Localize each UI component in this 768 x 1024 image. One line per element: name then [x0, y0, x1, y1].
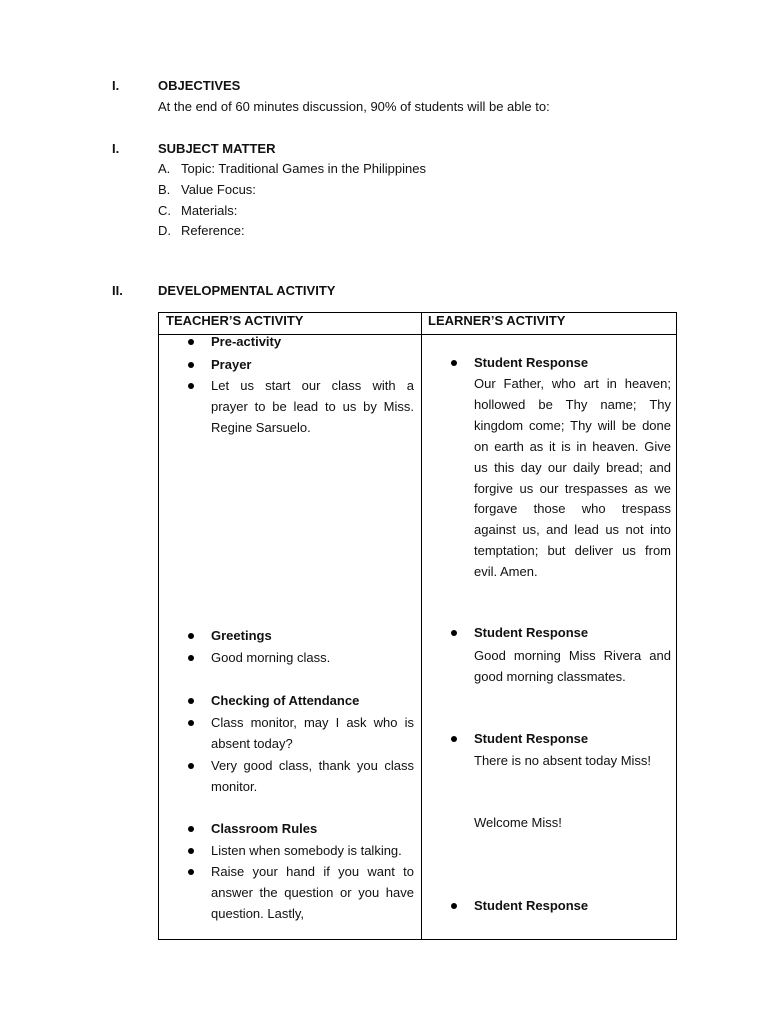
student-prayer-line: forgave those who trespass	[474, 501, 671, 516]
rule-text-line: question. Lastly,	[211, 906, 304, 921]
teacher-prayer-line: prayer to be lead to us by Miss.	[211, 399, 414, 414]
rule-text: Listen when somebody is talking.	[211, 843, 402, 858]
student-prayer-line: kingdom come; Thy will be done	[474, 418, 671, 433]
teacher-greeting-text: Good morning class.	[211, 650, 331, 665]
student-prayer-line: Our Father, who art in heaven;	[474, 376, 671, 391]
bullet-icon	[188, 633, 194, 639]
student-prayer-line: us this day our daily bread; and	[474, 460, 671, 475]
student-greeting-line: Good morning Miss Rivera and	[474, 648, 671, 663]
list-item-text: Value Focus:	[181, 182, 256, 197]
student-prayer-line: hollowed be Thy name; Thy	[474, 397, 671, 412]
objectives-text: At the end of 60 minutes discussion, 90% of students will be able to:	[158, 99, 550, 114]
attendance-question-line: Class monitor, may I ask who is	[211, 715, 414, 730]
section-numeral: II.	[112, 283, 123, 298]
bullet-icon	[188, 826, 194, 832]
student-response-label: Student Response	[474, 355, 589, 370]
attendance-thanks-line: monitor.	[211, 779, 258, 794]
student-greeting-line: good morning classmates.	[474, 669, 626, 684]
student-attendance-answer: There is no absent today Miss!	[474, 753, 652, 768]
teacher-prayer-line: Let us start our class with a	[211, 378, 414, 393]
student-response-label: Student Response	[474, 625, 589, 640]
bullet-icon	[188, 655, 194, 661]
bullet-icon	[451, 360, 457, 366]
bullet-icon	[188, 362, 194, 368]
student-prayer-line: forgive us our trespasses as we	[474, 481, 671, 496]
student-prayer-line: on earth as it is in heaven. Give	[474, 439, 671, 454]
objectives-heading: OBJECTIVES	[158, 78, 241, 93]
list-item-letter: A.	[158, 161, 171, 176]
student-prayer-line: against us, and lead us not into	[474, 522, 671, 537]
rule-text-line: answer the question or you have	[211, 885, 414, 900]
list-item-text: Materials:	[181, 203, 238, 218]
pre-activity-label: Pre-activity	[211, 334, 282, 349]
attendance-question-line: absent today?	[211, 736, 293, 751]
list-item-letter: B.	[158, 182, 171, 197]
bullet-icon	[188, 763, 194, 769]
rule-text-line: Raise your hand if you want to	[211, 864, 414, 879]
developmental-activity-heading: DEVELOPMENTAL ACTIVITY	[158, 283, 336, 298]
bullet-icon	[451, 630, 457, 636]
student-response-label: Student Response	[474, 898, 589, 913]
learner-column-header: LEARNER’S ACTIVITY	[428, 313, 566, 328]
teacher-column-header: TEACHER’S ACTIVITY	[166, 313, 304, 328]
student-welcome-text: Welcome Miss!	[474, 815, 562, 830]
list-item-text: Reference:	[181, 223, 245, 238]
attendance-thanks-line: Very good class, thank you class	[211, 758, 414, 773]
bullet-icon	[188, 698, 194, 704]
attendance-label: Checking of Attendance	[211, 693, 360, 708]
column-divider	[421, 313, 422, 939]
bullet-icon	[188, 339, 194, 345]
bullet-icon	[188, 720, 194, 726]
bullet-icon	[188, 383, 194, 389]
classroom-rules-label: Classroom Rules	[211, 821, 318, 836]
list-item-letter: C.	[158, 203, 171, 218]
subject-matter-heading: SUBJECT MATTER	[158, 141, 276, 156]
prayer-label: Prayer	[211, 357, 252, 372]
student-prayer-line: evil. Amen.	[474, 564, 538, 579]
bullet-icon	[188, 848, 194, 854]
student-response-label: Student Response	[474, 731, 589, 746]
bullet-icon	[451, 736, 457, 742]
list-item-letter: D.	[158, 223, 171, 238]
list-item-text: Topic: Traditional Games in the Philippines	[181, 161, 426, 176]
bullet-icon	[188, 869, 194, 875]
bullet-icon	[451, 903, 457, 909]
section-numeral: I.	[112, 78, 120, 93]
teacher-prayer-line: Regine Sarsuelo.	[211, 420, 311, 435]
greetings-label: Greetings	[211, 628, 272, 643]
student-prayer-line: temptation; but deliver us from	[474, 543, 671, 558]
section-numeral: I.	[112, 141, 120, 156]
